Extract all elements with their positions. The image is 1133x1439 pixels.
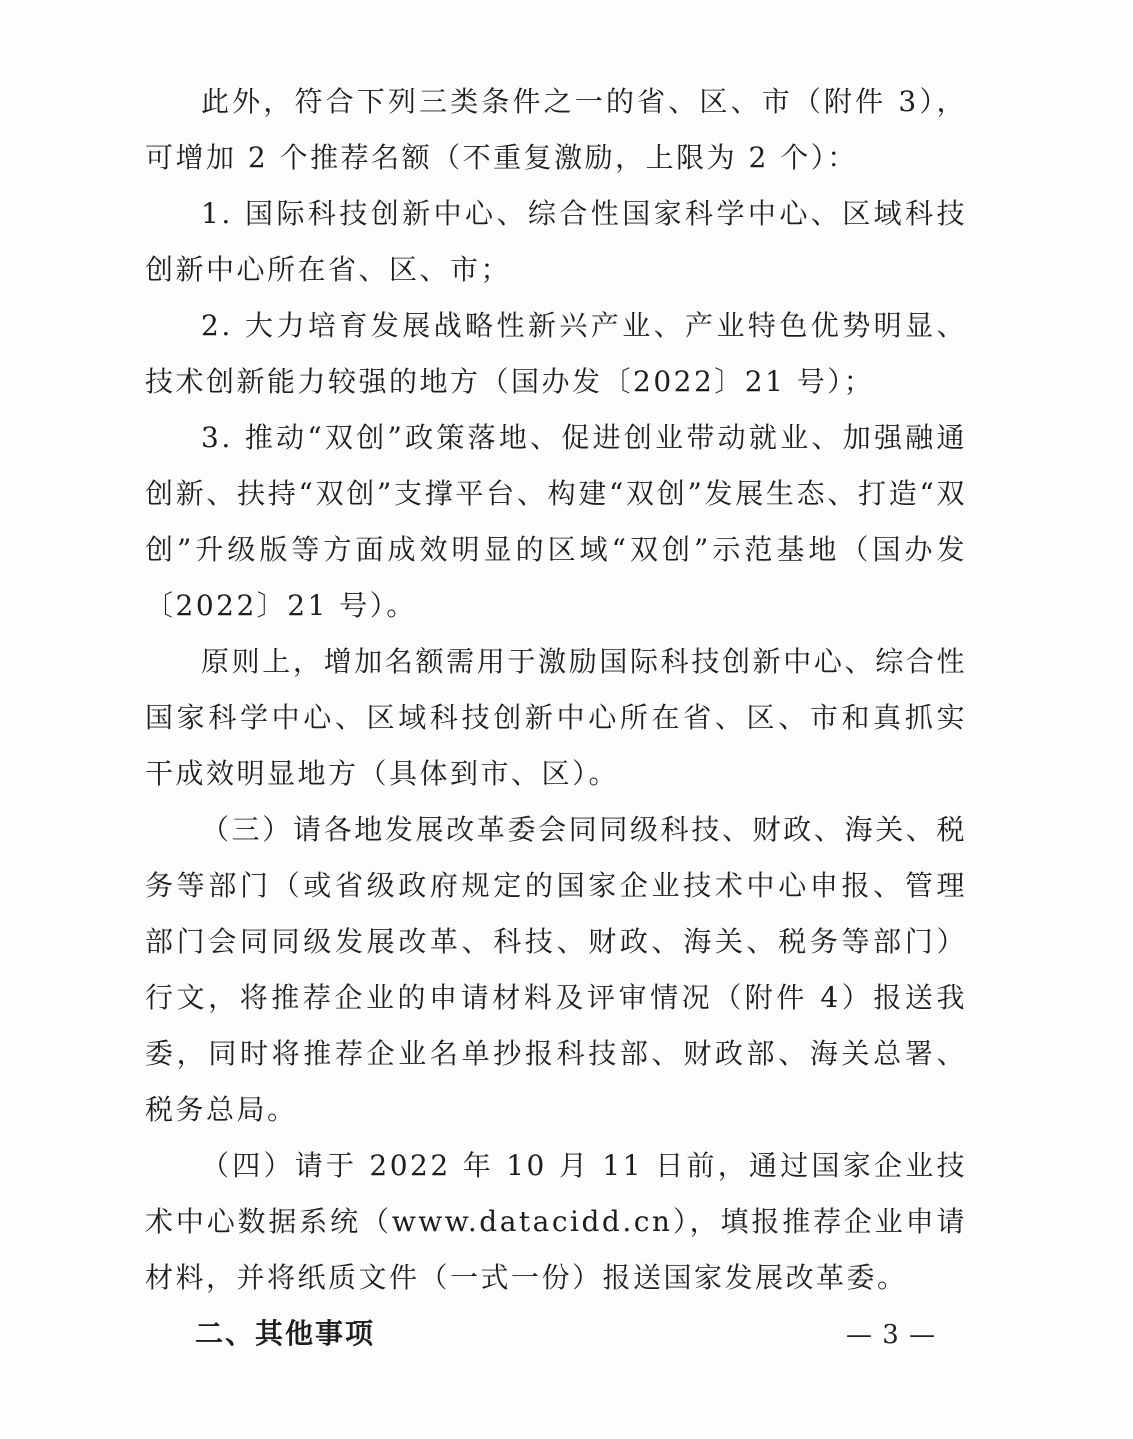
section-heading: 二、其他事项	[195, 1317, 376, 1350]
paragraph-condition-2: 2. 大力培育发展战略性新兴产业、产业特色优势明显、技术创新能力较强的地方（国办发〔2022〕21 号）；	[145, 309, 967, 398]
paragraph-extra-quota: 此外，符合下列三类条件之一的省、区、市（附件 3），可增加 2 个推荐名额（不重复激励，上限为 2 个）：	[145, 85, 967, 174]
paragraph-condition-1: 1. 国际科技创新中心、综合性国家科学中心、区域科技创新中心所在省、区、市；	[145, 197, 967, 286]
paragraph-condition-3: 3. 推动“双创”政策落地、促进创业带动就业、加强融通创新、扶持“双创”支撑平台、构建“双创”发展生态、打造“双创”升级版等方面成效明显的区域“双创”示范基地（国办发〔2022〕21 号）。	[145, 421, 967, 622]
paragraph-principle: 原则上，增加名额需用于激励国际科技创新中心、综合性国家科学中心、区域科技创新中心所在省、区、市和真抓实干成效明显地方（具体到市、区）。	[145, 645, 967, 790]
page-number: — 3 —	[846, 1320, 937, 1350]
document-body	[145, 74, 967, 1362]
paragraph-item-4: （四）请于 2022 年 10 月 11 日前，通过国家企业技术中心数据系统（www.datacidd.cn），填报推荐企业申请材料，并将纸质文件（一式一份）报送国家发展改革委。	[145, 1149, 967, 1294]
paragraph-item-3: （三）请各地发展改革委会同同级科技、财政、海关、税务等部门（或省级政府规定的国家企业技术中心申报、管理部门会同同级发展改革、科技、财政、海关、税务等部门）行文，将推荐企业的申请材料及评审情况（附件 4）报送我委，同时将推荐企业名单抄报科技部、财政部、海关总署、税务总局。	[145, 813, 967, 1126]
